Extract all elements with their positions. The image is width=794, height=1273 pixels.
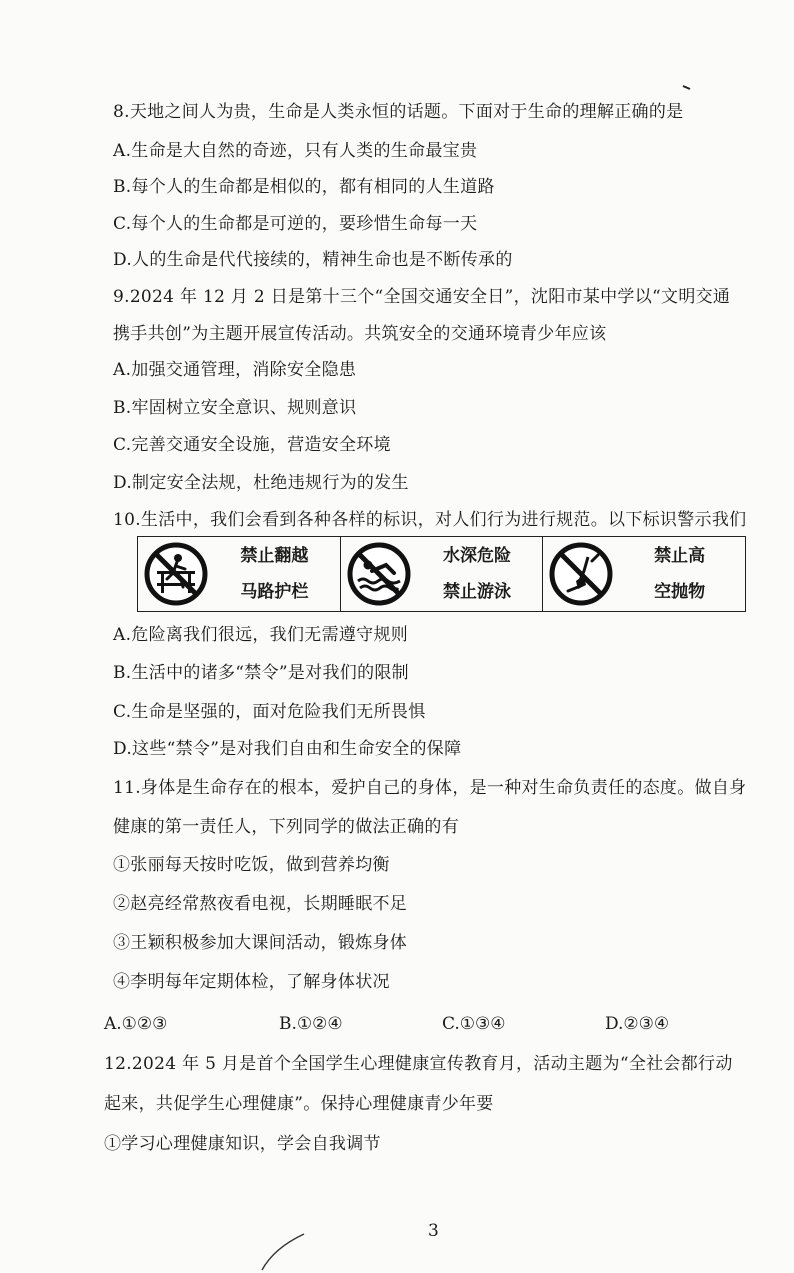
sign-label-line1: 禁止高: [654, 546, 706, 566]
sign-no-swimming: [341, 537, 544, 611]
q11-statement-2: ②赵亮经常熬夜看电视，长期睡眠不足: [113, 894, 408, 914]
q11-stem-line2: 健康的第一责任人，下列同学的做法正确的有: [113, 817, 459, 837]
q10-option-b: B.生活中的诸多“禁令”是对我们的限制: [113, 663, 409, 683]
q9-option-c: C.完善交通安全设施，营造安全环境: [113, 435, 391, 455]
q10-option-c: C.生命是坚强的，面对危险我们无所畏惧: [113, 702, 426, 722]
sign-label-line2: 马路护栏: [240, 582, 309, 602]
q11-statement-4: ④李明每年定期体检，了解身体状况: [113, 972, 390, 992]
sign-label-line2: 空抛物: [654, 582, 706, 602]
sign-label-line1: 水深危险: [443, 546, 511, 566]
q9-stem-line1: 9.2024 年 12 月 2 日是第十三个“全国交通安全日”，沈阳市某中学以“文明交通: [113, 287, 731, 307]
no-climbing-icon: [143, 541, 209, 607]
no-swimming-icon: [346, 541, 412, 607]
q8-option-c: C.每个人的生命都是可逆的，要珍惜生命每一天: [113, 214, 478, 234]
q11-stem-line1: 11.身体是生命存在的根本，爱护自己的身体，是一种对生命负责任的态度。做自身: [113, 778, 747, 798]
q12-statement-1: ①学习心理健康知识，学会自我调节: [104, 1134, 381, 1154]
q11-option-c: C.①③④: [442, 1014, 506, 1034]
q11-option-a: A.①②③: [104, 1014, 168, 1034]
sign-label-line2: 禁止游泳: [443, 582, 511, 602]
no-throwing-icon: [548, 541, 614, 607]
q9-option-b: B.牢固树立安全意识、规则意识: [113, 398, 357, 418]
q9-stem-line2: 携手共创”为主题开展宣传活动。共筑安全的交通环境青少年应该: [113, 324, 607, 344]
q11-option-d: D.②③④: [605, 1014, 670, 1034]
sign-label-line1: 禁止翻越: [240, 546, 309, 566]
q11-options: [104, 1012, 744, 1036]
q8-option-a: A.生命是大自然的奇迹，只有人类的生命最宝贵: [113, 141, 478, 161]
q12-stem-line1: 12.2024 年 5 月是首个全国学生心理健康宣传教育月，活动主题为“全社会都行动: [104, 1054, 733, 1074]
pen-stroke-mark: [260, 1232, 306, 1272]
page-number: 3: [428, 1221, 439, 1241]
q11-option-b: B.①②④: [279, 1014, 343, 1034]
sign-no-throwing: [543, 537, 745, 611]
q9-option-d: D.制定安全法规，杜绝违规行为的发生: [113, 473, 409, 493]
q9-option-a: A.加强交通管理，消除安全隐患: [113, 360, 357, 380]
q10-option-d: D.这些“禁令”是对我们自由和生命安全的保障: [113, 739, 462, 759]
sign-no-climbing: [138, 537, 341, 611]
safety-signs-table: [137, 536, 746, 612]
q8-stem: 8.天地之间人为贵，生命是人类永恒的话题。下面对于生命的理解正确的是: [113, 102, 684, 122]
q10-option-a: A.危险离我们很远，我们无需遵守规则: [113, 625, 409, 645]
q11-statement-1: ①张丽每天按时吃饭，做到营养均衡: [113, 855, 390, 875]
q8-option-d: D.人的生命是代代接续的，精神生命也是不断传承的: [113, 250, 513, 270]
q12-stem-line2: 起来，共促学生心理健康”。保持心理健康青少年要: [104, 1094, 494, 1114]
q8-option-b: B.每个人的生命都是相似的，都有相同的人生道路: [113, 177, 495, 197]
scan-speck: [682, 84, 692, 92]
q10-stem: 10.生活中，我们会看到各种各样的标识，对人们行为进行规范。以下标识警示我们: [113, 510, 747, 530]
q11-statement-3: ③王颖积极参加大课间活动，锻炼身体: [113, 933, 408, 953]
